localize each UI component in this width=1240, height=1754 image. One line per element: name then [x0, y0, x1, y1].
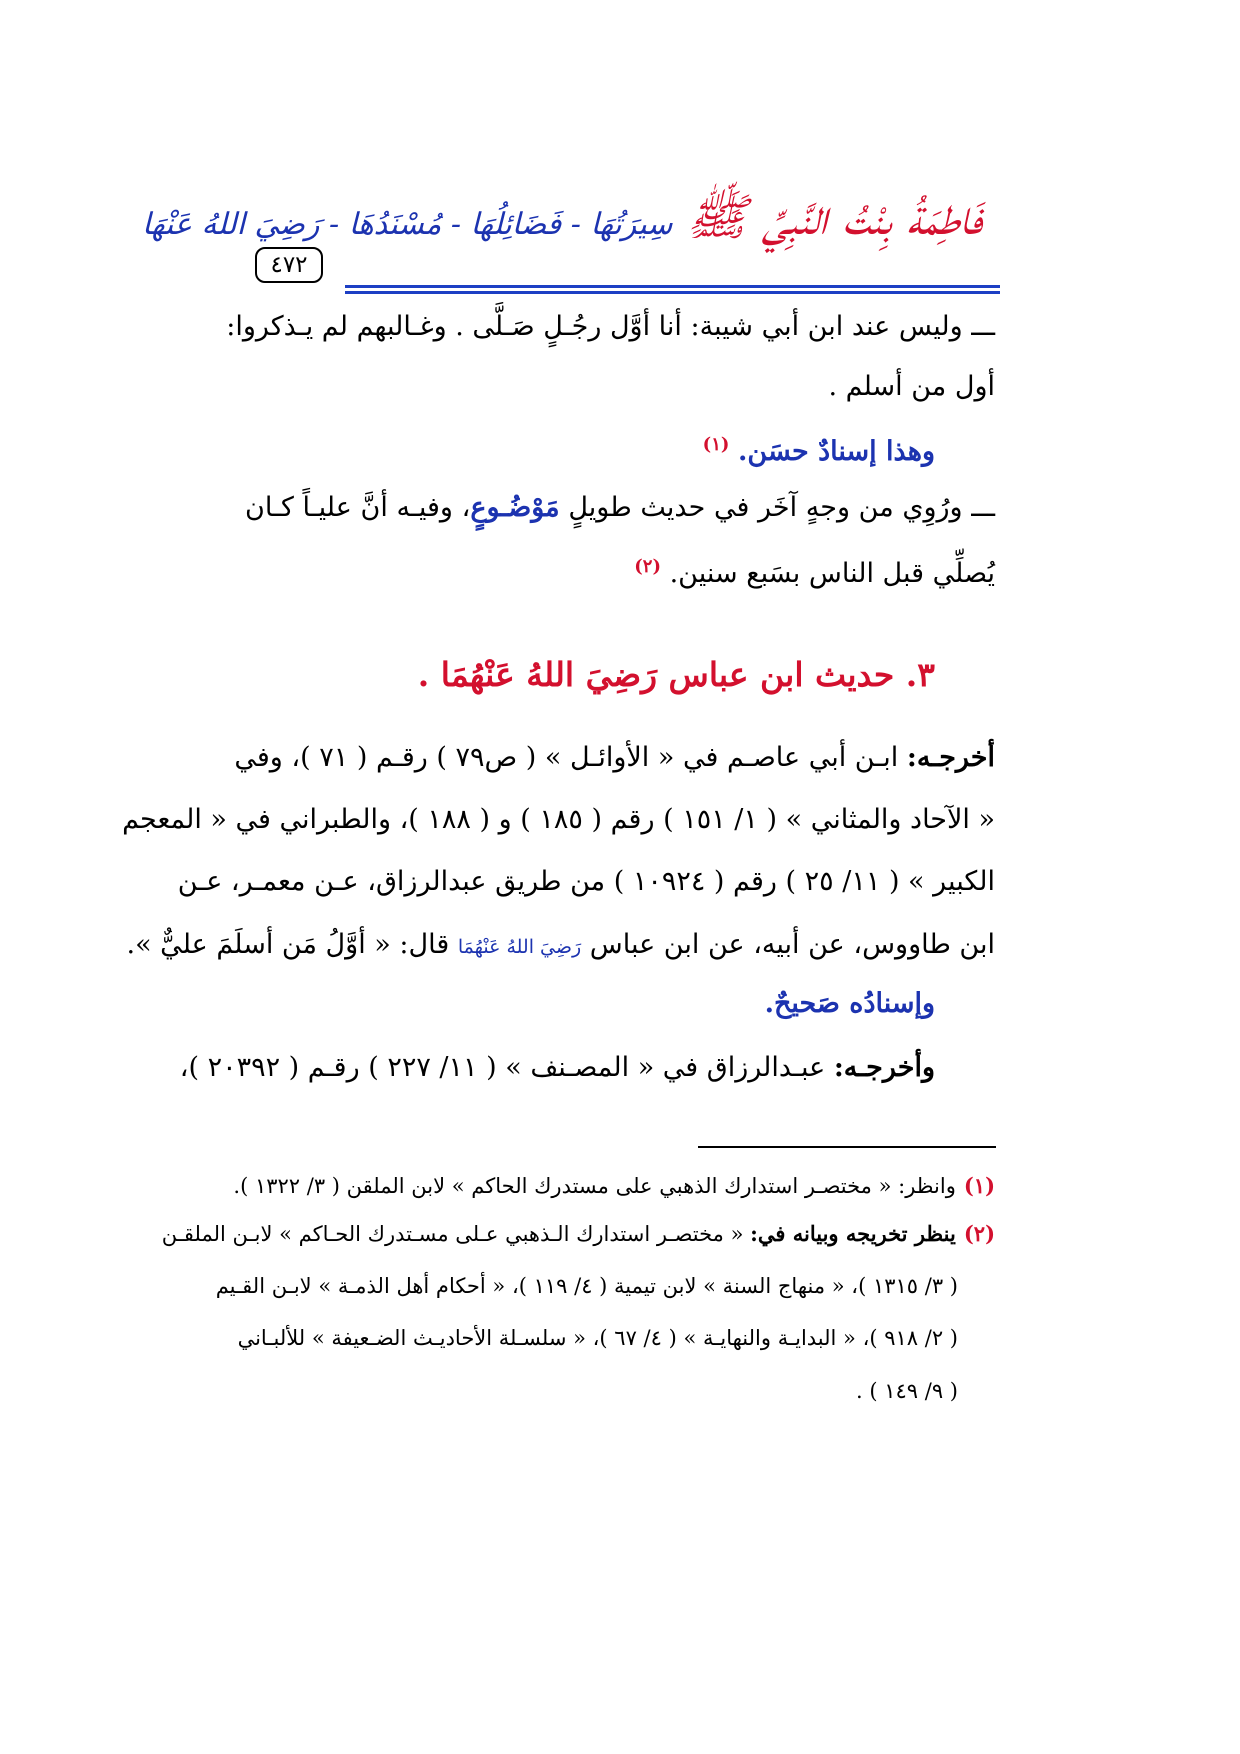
isnad-verdict: [245, 425, 935, 472]
paragraph-line: أول من أسلم .: [828, 371, 995, 402]
ruling-term: مَوْضُـوعٍ: [470, 492, 560, 523]
book-title-name: فَاطِمَةُ بِنْتُ النَّبِيِّ ﷺ: [686, 188, 982, 246]
verdict-text: وهذا إسنادٌ حسَن.: [737, 436, 935, 467]
book-title: [142, 187, 982, 287]
book-title-subtitle: سِيرَتُهَا - فَضَائِلُهَا - مُسْنَدُهَا - رَضِيَ اللهُ عَنْهَا: [142, 207, 673, 242]
honorific: رَضِيَ اللهُ عَنْهُمَا: [457, 936, 582, 958]
paragraph-line: [245, 547, 995, 594]
paragraph-line: [245, 488, 995, 528]
page-number: ٤٧٢: [255, 247, 323, 283]
isnad-verdict: [245, 984, 935, 1024]
text-run: يُصلِّي قبل الناس بسَبع سنين.: [669, 558, 995, 589]
paragraph-line: الكبير » ( ١١/ ٢٥ ) رقم ( ١٠٩٢٤ ) من طريق عبدالرزاق، عـن معمـر، عـن: [177, 866, 995, 897]
footnote: [161, 1219, 995, 1249]
footnote-line: ( ٩/ ١٤٩ ) .: [856, 1379, 958, 1403]
paragraph-line: [179, 1048, 935, 1088]
paragraph-line: [234, 738, 995, 778]
footnote-separator: [698, 1146, 996, 1148]
footnote-reference: (٢): [634, 556, 661, 577]
paragraph-line: ـــ وليس عند ابن أبي شيبة: أنا أوَّل رجُـلٍ صَـلَّى . وغـالبهم لم يـذكروا:: [226, 311, 995, 342]
header-double-rule: [345, 285, 1000, 294]
text-run: عبـدالرزاق في « المصـنف » ( ١١/ ٢٢٧ ) رقـم ( ٢٠٣٩٢ )،: [179, 1052, 834, 1083]
text-run: قال: « أوَّلُ مَن أسلَمَ عليٌّ ».: [126, 929, 458, 960]
footnote-lead: ينظر تخريجه وبيانه في:: [750, 1221, 956, 1246]
paragraph-lead: وأخرجـه:: [833, 1052, 935, 1083]
footnote-text: وانظر: « مختصـر استدارك الذهبي على مستدرك الحاكم » لابن الملقن ( ٣/ ١٣٢٢ ).: [233, 1174, 956, 1198]
section-heading: ٣. حديث ابن عباس رَضِيَ اللهُ عَنْهُمَا .: [417, 655, 935, 694]
paragraph-line: [126, 925, 995, 967]
footnote-text: « مختصـر استدارك الـذهبي عـلى مسـتدرك الحـاكم » لابـن الملقـن: [161, 1222, 751, 1246]
footnote-reference: (١): [702, 434, 730, 455]
paragraph-line: « الآحاد والمثاني » ( ١/ ١٥١ ) رقم ( ١٨٥ ) و ( ١٨٨ )، والطبراني في « المعجم: [122, 804, 995, 835]
paragraph-lead: أخرجـه:: [906, 742, 995, 773]
footnote-line: ( ٣/ ١٣١٥ )، « منهاج السنة » لابن تيمية ( ٤/ ١١٩ )، « أحكام أهل الذمـة » لابـن القـيم: [215, 1274, 958, 1298]
footnote-line: ( ٢/ ٩١٨ )، « البدايـة والنهايـة » ( ٤/ ٦٧ )، « سلسـلة الأحاديـث الضـعيفة » للألبـاني: [237, 1326, 958, 1350]
text-run: ابـن أبي عاصـم في « الأوائـل » ( ص٧٩ ) رقـم ( ٧١ )، وفي: [234, 742, 907, 773]
verdict-text: وإسنادُه صَحيحٌ.: [764, 988, 935, 1019]
text-run: ، وفيـه أنَّ عليـاً كـان: [245, 492, 471, 523]
text-run: ـــ ورُوِي من وجهٍ آخَر في حديث طويلٍ: [559, 492, 995, 523]
running-header: [142, 185, 1000, 300]
footnote-number: (١): [963, 1173, 995, 1198]
footnote-number: (٢): [963, 1221, 995, 1246]
text-run: ابن طاووس، عن أبيه، عن ابن عباس: [581, 929, 995, 960]
footnote: [233, 1171, 995, 1201]
